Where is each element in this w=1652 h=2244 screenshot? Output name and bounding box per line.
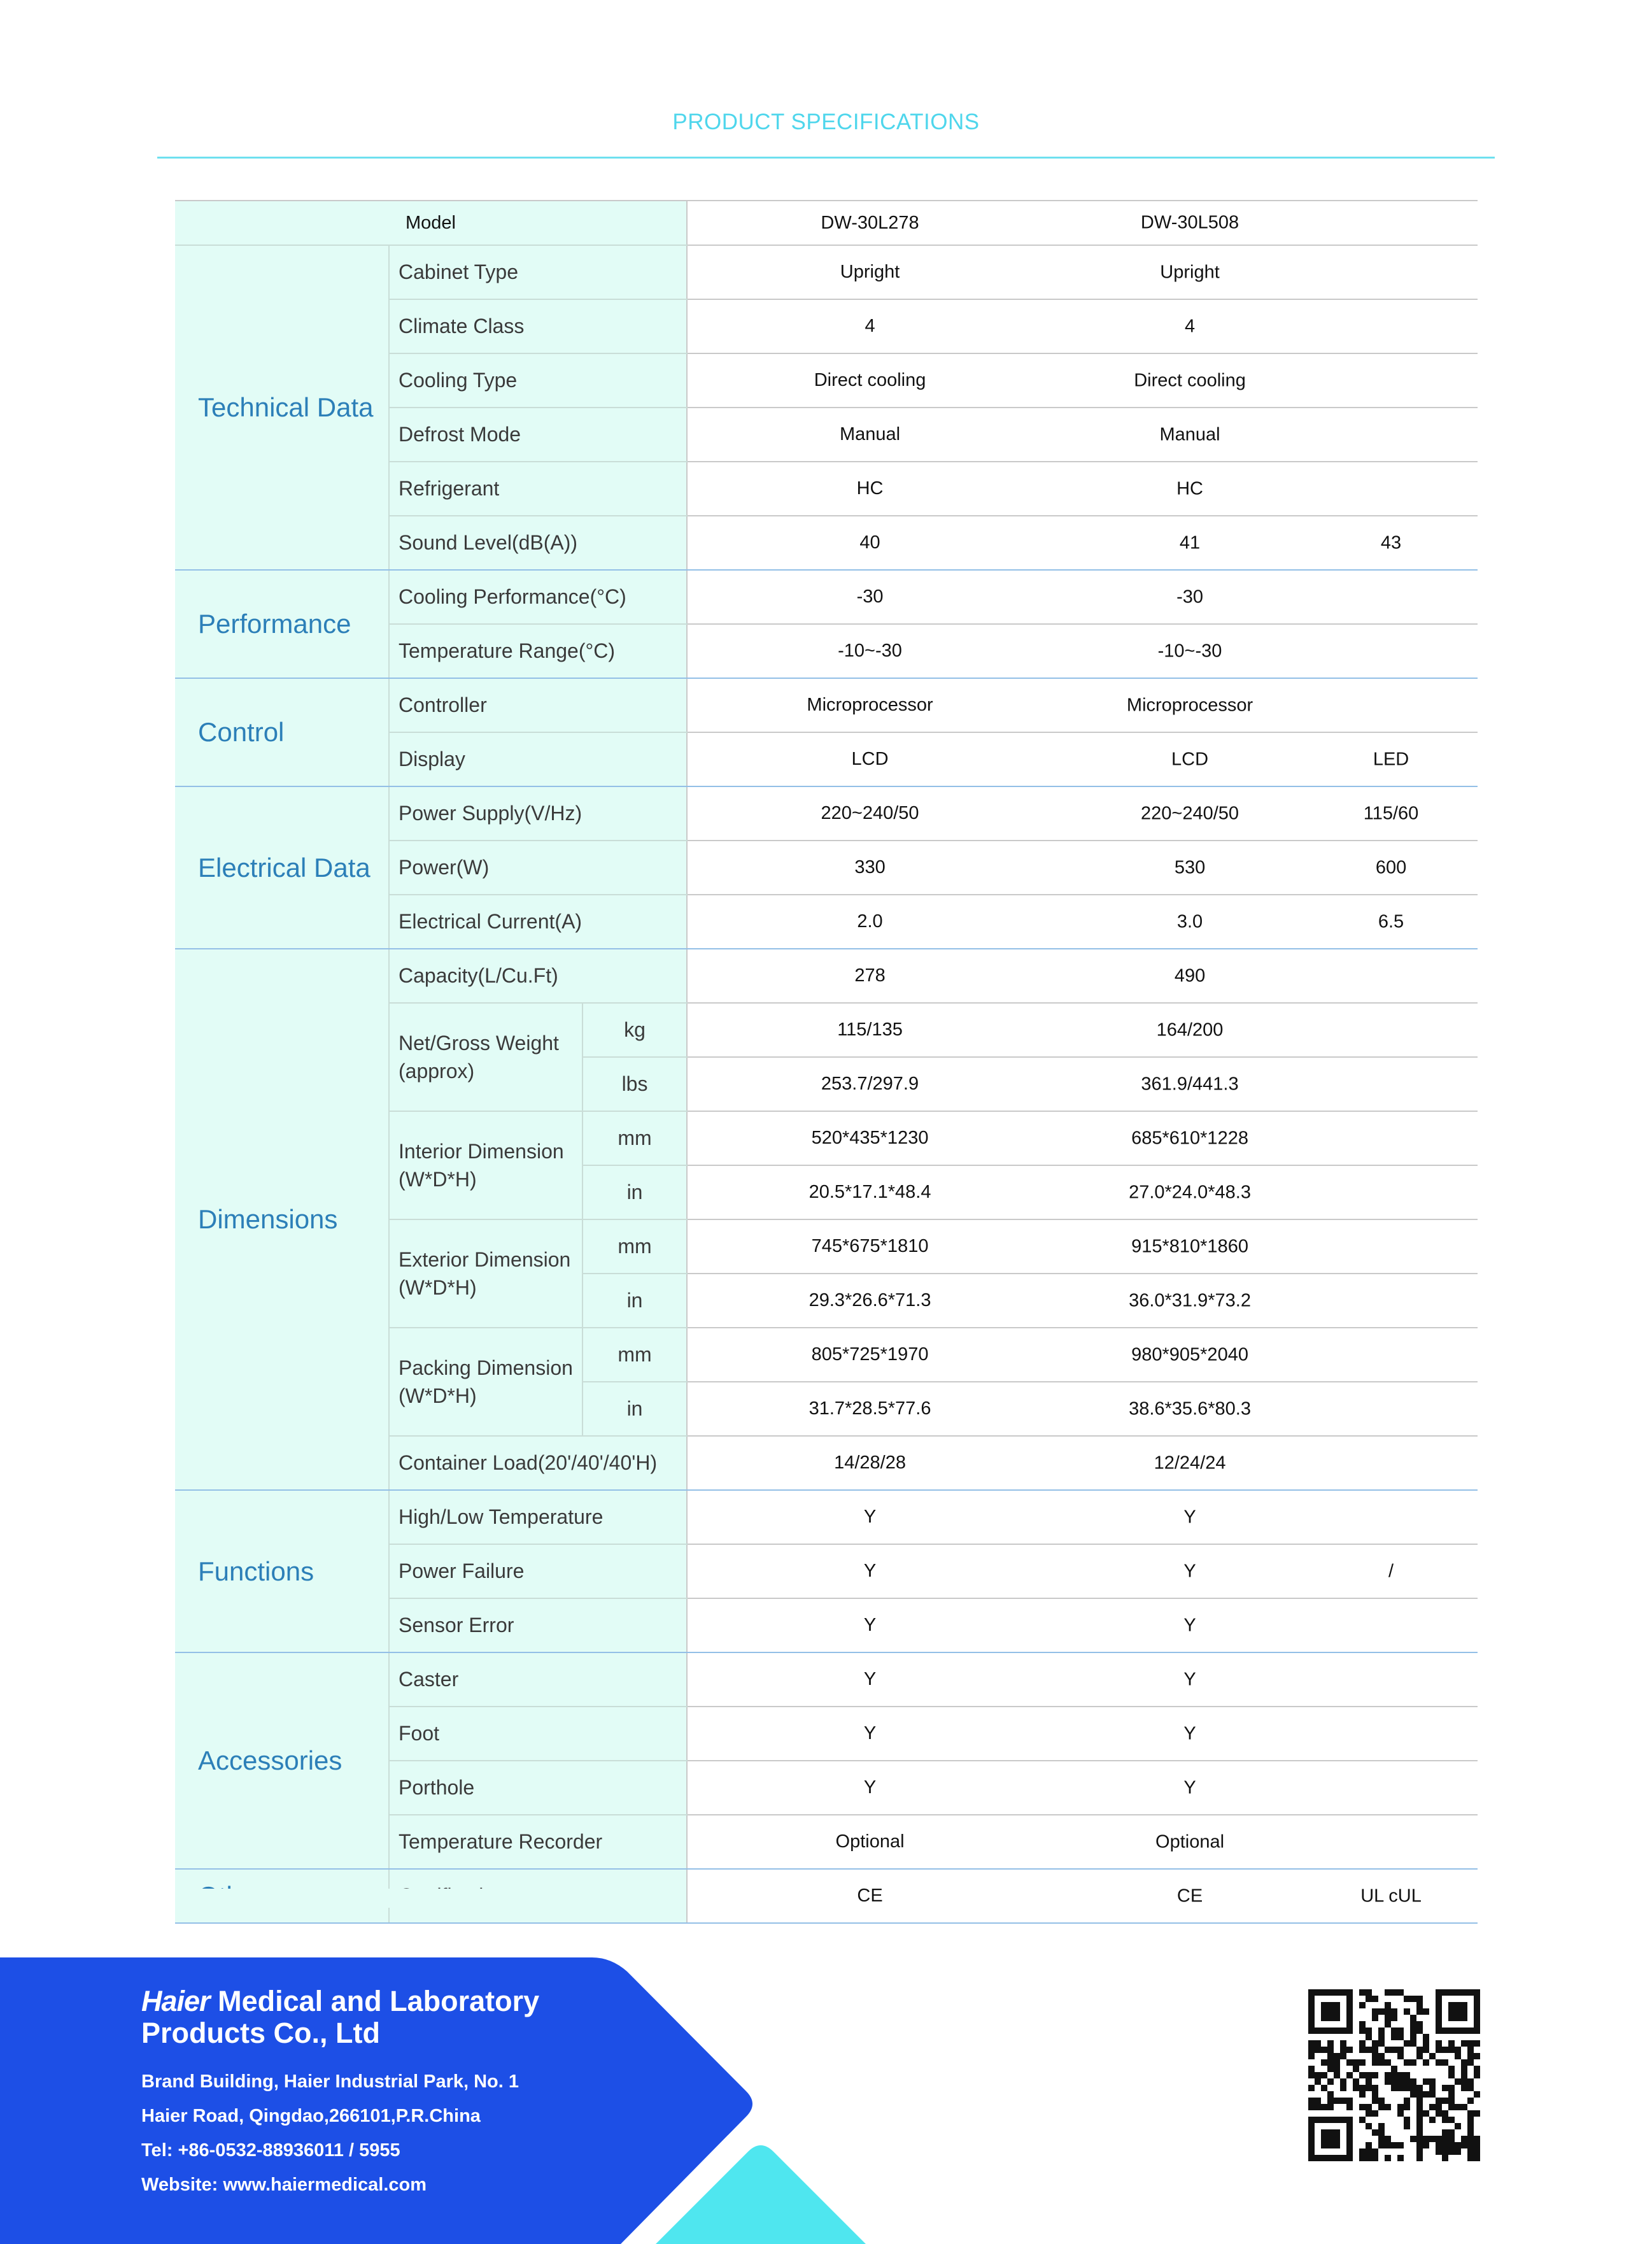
unit-label: mm — [582, 1219, 687, 1274]
model2-value: 41 — [1179, 532, 1201, 553]
unit-label: mm — [582, 1111, 687, 1165]
spec-label: Display — [389, 732, 687, 786]
table-row — [175, 570, 1478, 624]
model2-value: Optional — [1155, 1831, 1225, 1852]
model2-cell — [1052, 1382, 1478, 1436]
model2-cell — [1052, 949, 1478, 1003]
model1-value: Microprocessor — [687, 678, 1052, 732]
model2-value: 915*810*1860 — [1131, 1236, 1248, 1256]
model2-variant-value: UL cUL — [1360, 1885, 1422, 1906]
model1-value: Optional — [687, 1815, 1052, 1869]
model2-cell — [1052, 1003, 1478, 1057]
spec-group-label — [389, 1219, 582, 1328]
spec-label: Electrical Current(A) — [389, 895, 687, 949]
spec-table — [175, 200, 1478, 1924]
model2-variant-value: LED — [1373, 749, 1409, 769]
model1-value: 805*725*1970 — [687, 1328, 1052, 1382]
address-line2: Haier Road, Qingdao,266101,P.R.China — [141, 2106, 481, 2126]
section-label: Performance — [175, 570, 389, 678]
spec-label: Power Supply(V/Hz) — [389, 786, 687, 841]
section-label: Accessories — [175, 1652, 389, 1869]
model1-value: 4 — [687, 299, 1052, 353]
model2-cell — [1052, 1544, 1478, 1598]
spec-label: Foot — [389, 1707, 687, 1761]
model2-cell — [1052, 786, 1478, 841]
model2-value: 12/24/24 — [1154, 1452, 1226, 1473]
page-title: PRODUCT SPECIFICATIONS — [672, 110, 980, 134]
model2-value: 980*905*2040 — [1131, 1344, 1248, 1365]
model2-cell — [1052, 841, 1478, 895]
model2-value: 4 — [1184, 316, 1196, 336]
model1-value: Y — [687, 1544, 1052, 1598]
spec-label: Capacity(L/Cu.Ft) — [389, 949, 687, 1003]
website-link[interactable]: Website: www.haiermedical.com — [141, 2175, 427, 2195]
section-label: Control — [175, 678, 389, 786]
model1-name: DW-30L278 — [687, 201, 1052, 245]
spec-label: Power Failure — [389, 1544, 687, 1598]
model1-value: Upright — [687, 245, 1052, 299]
spec-group-label-line2: (W*D*H) — [399, 1276, 477, 1299]
model2-value: 3.0 — [1176, 911, 1203, 932]
qr-code-icon — [1308, 1989, 1480, 2161]
spec-label: Cooling Performance(°C) — [389, 570, 687, 624]
model1-value: 29.3*26.6*71.3 — [687, 1274, 1052, 1328]
spec-group-label-line1: Interior Dimension — [399, 1140, 564, 1163]
model2-cell — [1052, 1761, 1478, 1815]
telephone: Tel: +86-0532-88936011 / 5955 — [141, 2140, 400, 2161]
spec-label: Climate Class — [389, 299, 687, 353]
section-label: Functions — [175, 1490, 389, 1652]
model2-value: Y — [1183, 1723, 1196, 1743]
model1-value: 745*675*1810 — [687, 1219, 1052, 1274]
model-label: Model — [175, 201, 687, 245]
spec-label: Temperature Range(°C) — [389, 624, 687, 678]
model2-cell — [1052, 1057, 1478, 1111]
model2-value: HC — [1176, 478, 1203, 499]
model2-value: CE — [1176, 1885, 1203, 1906]
unit-label: lbs — [582, 1057, 687, 1111]
model2-cell — [1052, 1111, 1478, 1165]
model1-value: 14/28/28 — [687, 1436, 1052, 1490]
model2-value: Manual — [1159, 424, 1220, 444]
model2-cell — [1052, 1490, 1478, 1544]
spec-group-label — [389, 1328, 582, 1436]
model2-value: 38.6*35.6*80.3 — [1129, 1398, 1251, 1419]
model2-cell — [1052, 1707, 1478, 1761]
spec-label: Cabinet Type — [389, 245, 687, 299]
model1-value: HC — [687, 462, 1052, 516]
model1-value: Manual — [687, 408, 1052, 462]
model2-value: -30 — [1176, 586, 1203, 607]
model2-value: Microprocessor — [1126, 695, 1253, 715]
model2-cell — [1052, 1219, 1478, 1274]
spec-label: Cooling Type — [389, 353, 687, 408]
model2-value: 220~240/50 — [1141, 803, 1239, 823]
spec-group-label — [389, 1003, 582, 1111]
spec-label: High/Low Temperature — [389, 1490, 687, 1544]
model1-value: -10~-30 — [687, 624, 1052, 678]
model2-value: Y — [1183, 1669, 1196, 1689]
model2-cell — [1052, 678, 1478, 732]
table-tail — [175, 1889, 682, 1908]
spec-label: Controller — [389, 678, 687, 732]
model2-value: 164/200 — [1156, 1019, 1224, 1040]
model2-cell — [1052, 1328, 1478, 1382]
model2-value: Direct cooling — [1134, 370, 1246, 390]
model2-cell — [1052, 462, 1478, 516]
company-info — [141, 1985, 539, 2202]
model2-value: LCD — [1171, 749, 1209, 769]
model2-variant-value: 43 — [1380, 532, 1402, 553]
model1-value: Y — [687, 1761, 1052, 1815]
model2-cell — [1052, 895, 1478, 949]
spec-group-label — [389, 1111, 582, 1219]
model2-cell — [1052, 516, 1478, 570]
table-row — [175, 1490, 1478, 1544]
model2-cell — [1052, 732, 1478, 786]
model1-value: -30 — [687, 570, 1052, 624]
section-label: Dimensions — [175, 949, 389, 1490]
spec-label: Defrost Mode — [389, 408, 687, 462]
spec-label: Sound Level(dB(A)) — [389, 516, 687, 570]
model2-variant-value: 115/60 — [1363, 803, 1419, 823]
unit-label: mm — [582, 1328, 687, 1382]
model2-value: 36.0*31.9*73.2 — [1129, 1290, 1251, 1310]
table-row — [175, 245, 1478, 299]
spec-group-label-line2: (approx) — [399, 1060, 475, 1083]
spec-label: Container Load(20'/40'/40'H) — [389, 1436, 687, 1490]
model2-cell — [1052, 1869, 1478, 1923]
model-header-row — [175, 201, 1478, 245]
spec-label: Temperature Recorder — [389, 1815, 687, 1869]
model1-value: Direct cooling — [687, 353, 1052, 408]
model1-value: 31.7*28.5*77.6 — [687, 1382, 1052, 1436]
model2-value: Y — [1183, 1561, 1196, 1581]
model2-value: 530 — [1174, 857, 1206, 877]
model1-value: 40 — [687, 516, 1052, 570]
spec-group-label-line2: (W*D*H) — [399, 1168, 477, 1191]
model2-variant-value: / — [1388, 1561, 1394, 1581]
model2-value: -10~-30 — [1157, 641, 1222, 661]
unit-label: kg — [582, 1003, 687, 1057]
model2-cell — [1052, 1274, 1478, 1328]
table-row — [175, 678, 1478, 732]
company-name-line2: Products Co., Ltd — [141, 2017, 380, 2049]
spec-group-label-line1: Packing Dimension — [399, 1356, 573, 1379]
title-divider — [157, 157, 1495, 159]
model2-value: Y — [1183, 1777, 1196, 1798]
model1-value: Y — [687, 1652, 1052, 1707]
model2-cell — [1052, 624, 1478, 678]
model2-value: 685*610*1228 — [1131, 1128, 1248, 1148]
model2-variant-value: 6.5 — [1378, 911, 1404, 932]
spec-group-label-line1: Net/Gross Weight — [399, 1032, 559, 1055]
model2-value: Upright — [1160, 262, 1220, 282]
spec-label: Caster — [389, 1652, 687, 1707]
unit-label: in — [582, 1382, 687, 1436]
spec-label: Refrigerant — [389, 462, 687, 516]
model2-cell — [1052, 1598, 1478, 1652]
model2-value: 27.0*24.0*48.3 — [1129, 1182, 1251, 1202]
address-line1: Brand Building, Haier Industrial Park, No. 1 — [141, 2071, 519, 2092]
model2-cell — [1052, 408, 1478, 462]
table-row — [175, 949, 1478, 1003]
model2-variant-value: 600 — [1375, 857, 1407, 877]
spec-label: Porthole — [389, 1761, 687, 1815]
model2-cell — [1052, 1652, 1478, 1707]
model1-value: CE — [687, 1869, 1052, 1923]
table-row — [175, 786, 1478, 841]
brand-logo-text: Haier — [141, 1985, 210, 2017]
model1-value: Y — [687, 1490, 1052, 1544]
model1-value: 330 — [687, 841, 1052, 895]
table-row — [175, 1652, 1478, 1707]
model1-value: 520*435*1230 — [687, 1111, 1052, 1165]
model1-value: 278 — [687, 949, 1052, 1003]
unit-label: in — [582, 1165, 687, 1219]
model1-value: 220~240/50 — [687, 786, 1052, 841]
company-name-line1: Haier Medical and Laboratory — [141, 1985, 540, 2017]
model2-cell — [1052, 299, 1478, 353]
spec-label: Power(W) — [389, 841, 687, 895]
model2-cell — [1052, 201, 1478, 245]
model1-value: Y — [687, 1707, 1052, 1761]
model1-value: 2.0 — [687, 895, 1052, 949]
model1-value: 253.7/297.9 — [687, 1057, 1052, 1111]
model1-value: 115/135 — [687, 1003, 1052, 1057]
model2-cell — [1052, 1815, 1478, 1869]
model2-value: Y — [1183, 1507, 1196, 1527]
model2-cell — [1052, 353, 1478, 408]
model1-value: 20.5*17.1*48.4 — [687, 1165, 1052, 1219]
model2-value: Y — [1183, 1615, 1196, 1635]
spec-group-label-line2: (W*D*H) — [399, 1384, 477, 1407]
model2-value: 490 — [1174, 965, 1206, 986]
section-label: Technical Data — [175, 245, 389, 570]
model2-cell — [1052, 1165, 1478, 1219]
spec-group-label-line1: Exterior Dimension — [399, 1248, 571, 1271]
section-label: Electrical Data — [175, 786, 389, 949]
model2-cell — [1052, 1436, 1478, 1490]
unit-label: in — [582, 1274, 687, 1328]
model2-value: 361.9/441.3 — [1141, 1074, 1239, 1094]
model2-cell — [1052, 570, 1478, 624]
model1-value: Y — [687, 1598, 1052, 1652]
model1-value: LCD — [687, 732, 1052, 786]
model2-value: DW-30L508 — [1140, 212, 1239, 233]
model2-cell — [1052, 245, 1478, 299]
spec-label: Sensor Error — [389, 1598, 687, 1652]
